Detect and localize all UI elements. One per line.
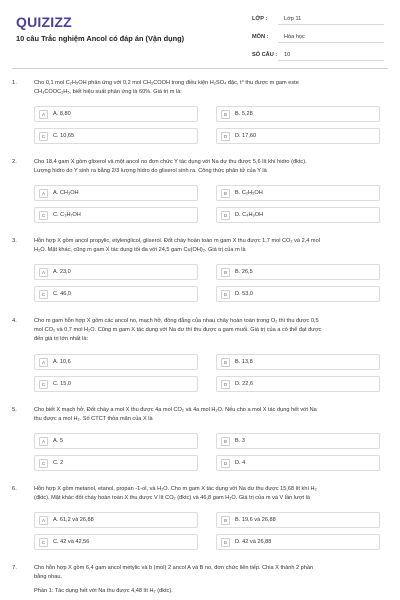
question-text-line: mol CO₂ và 0,7 mol H₂O. Cũng m gam X tác dụng với Na dư thì thu được a gam muối. Giá trị của a có thể đạt được: [34, 327, 322, 333]
option-c[interactable]: [34, 128, 198, 144]
question-number: 2.: [12, 159, 17, 165]
meta-panel: [252, 12, 384, 66]
option-text: B. 19,6 và 26,88: [235, 517, 276, 523]
option-text: C. C₃H₇OH: [53, 212, 81, 218]
option-text: C. 42 và 42,56: [53, 539, 90, 545]
option-letter: C: [39, 459, 48, 468]
option-a[interactable]: [34, 512, 198, 528]
option-a[interactable]: [34, 433, 198, 449]
question-text-line: Cho biết X mạch hở. Đốt cháy a mol X thu được 4a mol CO₂ và 4a mol H₂O. Nếu cho a mol X tác dụng hết với Na: [34, 407, 317, 413]
question-text-line: Lượng hidro do Y sinh ra bằng 2/3 lượng hidro do glixerol sinh ra. Công thức phân tử của Y là: [34, 168, 267, 174]
option-c[interactable]: [34, 455, 198, 471]
option-letter: D: [221, 211, 230, 220]
option-text: C. 15,0: [53, 381, 72, 387]
question-text-line: (đktc). Mặt khác đốt cháy hoàn toàn X thu được V lít CO₂ (đktc) và 46,8 gam H₂O. Giá trị của m và V lần lượt là: [34, 495, 310, 501]
option-text: A. 5: [53, 438, 63, 444]
option-text: B. C₂H₅OH: [235, 190, 263, 196]
question-text-line: Cho 0,1 mol C₂H₅OH phản ứng với 0,2 mol CH₃COOH trong điều kiện H₂SO₄ đặc, t° thu được m gam este: [34, 80, 299, 86]
option-letter: D: [221, 459, 230, 468]
option-b[interactable]: [216, 512, 380, 528]
option-d[interactable]: [216, 455, 380, 471]
option-c[interactable]: [34, 207, 198, 223]
option-letter: D: [221, 290, 230, 299]
option-text: B. 3: [235, 438, 245, 444]
option-letter: A: [39, 516, 48, 525]
option-letter: C: [39, 538, 48, 547]
option-text: A. 10,6: [53, 359, 71, 365]
option-text: D. 53,0: [235, 291, 254, 297]
option-text: B. 13,8: [235, 359, 253, 365]
question-number: 6.: [12, 486, 17, 492]
question-number: 3.: [12, 238, 17, 244]
option-letter: B: [221, 516, 230, 525]
option-letter: B: [221, 437, 230, 446]
option-letter: B: [221, 110, 230, 119]
meta-row-count: [252, 48, 384, 62]
question-number: 1.: [12, 80, 17, 86]
class-field: Lớp 11: [278, 13, 384, 25]
option-a[interactable]: [34, 264, 198, 280]
option-letter: D: [221, 538, 230, 547]
meta-row-class: [252, 12, 384, 26]
question-text-line: Cho 18,4 gam X gồm glixerol và một ancol no đơn chức Y tác dụng với Na dư thu được 5,6 lít khí hidro (đktc).: [34, 159, 307, 165]
question-text-line: Hỗn hợp X gồm ancol propylic, etylenglicol, glixerol. Đốt cháy hoàn toàn m gam X thu được 1,7 mol CO₂ và 2,4 mol: [34, 238, 320, 244]
option-text: A. 61,2 và 26,88: [53, 517, 94, 523]
option-d[interactable]: [216, 286, 380, 302]
option-letter: A: [39, 268, 48, 277]
option-letter: C: [39, 211, 48, 220]
option-text: C. 2: [53, 460, 64, 466]
option-c[interactable]: [34, 376, 198, 392]
page-header: [0, 0, 400, 64]
option-d[interactable]: [216, 376, 380, 392]
question-count-field: 10: [278, 49, 384, 61]
option-letter: A: [39, 358, 48, 367]
option-c[interactable]: [34, 534, 198, 550]
option-letter: B: [221, 189, 230, 198]
question-text-line: thu được a mol H₂. Số CTCT thỏa mãn của X là: [34, 416, 153, 422]
option-text: D. C₄H₉OH: [235, 212, 264, 218]
question-text-line: Hỗn hợp X gồm metanol, etanol, propan -1-ol, và H₂O. Cho m gam X tác dụng với Na dư thu được 15,68 lít khí H₂: [34, 486, 317, 492]
option-letter: C: [39, 380, 48, 389]
option-letter: B: [221, 268, 230, 277]
question-text-line: H₂O. Mặt khác, cũng m gam X tác dụng tối đa với 24,5 gam Cu(OH)₂. Giá trị của m là: [34, 247, 246, 253]
option-b[interactable]: [216, 106, 380, 122]
option-letter: A: [39, 110, 48, 119]
option-text: D. 22,6: [235, 381, 254, 387]
option-b[interactable]: [216, 264, 380, 280]
option-letter: A: [39, 189, 48, 198]
question-text-line: Phần 1: Tác dụng hết với Na thu được 4,48 lít H₂ (đktc).: [34, 588, 173, 594]
option-d[interactable]: [216, 207, 380, 223]
meta-label: LỚP :: [252, 16, 268, 22]
option-text: C. 46,0: [53, 291, 72, 297]
question-text-line: CH₃COOC₂H₅, biết hiệu suất phản ứng là 60%. Giá trị m là:: [34, 89, 182, 95]
question-number: 4.: [12, 318, 17, 324]
meta-label: SỐ CÂU :: [252, 52, 278, 58]
option-text: A. CH₃OH: [53, 190, 79, 196]
option-letter: C: [39, 290, 48, 299]
header-divider: [12, 68, 388, 69]
option-letter: B: [221, 358, 230, 367]
option-c[interactable]: [34, 286, 198, 302]
option-text: D. 42 và 26,88: [235, 539, 272, 545]
question-number: 5.: [12, 407, 17, 413]
option-b[interactable]: [216, 185, 380, 201]
question-text-line: Cho m gam hỗn hợp X gồm các ancol no, mạch hở, đồng đẳng của nhau cháy hoàn toàn trong O₂ thì thu được 0,5: [34, 318, 319, 324]
meta-label: MÔN :: [252, 34, 269, 40]
option-d[interactable]: [216, 534, 380, 550]
question-number: 7.: [12, 565, 17, 571]
option-letter: C: [39, 132, 48, 141]
option-b[interactable]: [216, 354, 380, 370]
option-text: A. 8,80: [53, 111, 71, 117]
option-text: B. 26,5: [235, 269, 253, 275]
option-letter: D: [221, 132, 230, 141]
document-title: 10 câu Trắc nghiệm Ancol có đáp án (Vận dụng): [16, 34, 185, 43]
question-text-line: bằng nhau.: [34, 574, 62, 580]
meta-row-subject: [252, 30, 384, 44]
option-text: A. 23,0: [53, 269, 71, 275]
option-letter: D: [221, 380, 230, 389]
option-text: C. 10,65: [53, 133, 75, 139]
option-text: D. 4: [235, 460, 246, 466]
question-text-line: Cho hỗn hợp X gồm 6,4 gam ancol metylic và b (mol) 2 ancol A và B no, đơn chức liên tiếp. Chia X thành 2 phần: [34, 565, 314, 571]
option-b[interactable]: [216, 433, 380, 449]
option-text: D. 17,60: [235, 133, 257, 139]
option-letter: A: [39, 437, 48, 446]
option-d[interactable]: [216, 128, 380, 144]
quizizz-logo: QUIZIZZ: [16, 14, 72, 30]
question-text-line: đến giá trị lớn nhất là:: [34, 336, 89, 342]
option-a[interactable]: [34, 106, 198, 122]
subject-field: Hóa học: [278, 31, 384, 43]
option-text: B. 5,28: [235, 111, 253, 117]
option-a[interactable]: [34, 354, 198, 370]
option-a[interactable]: [34, 185, 198, 201]
